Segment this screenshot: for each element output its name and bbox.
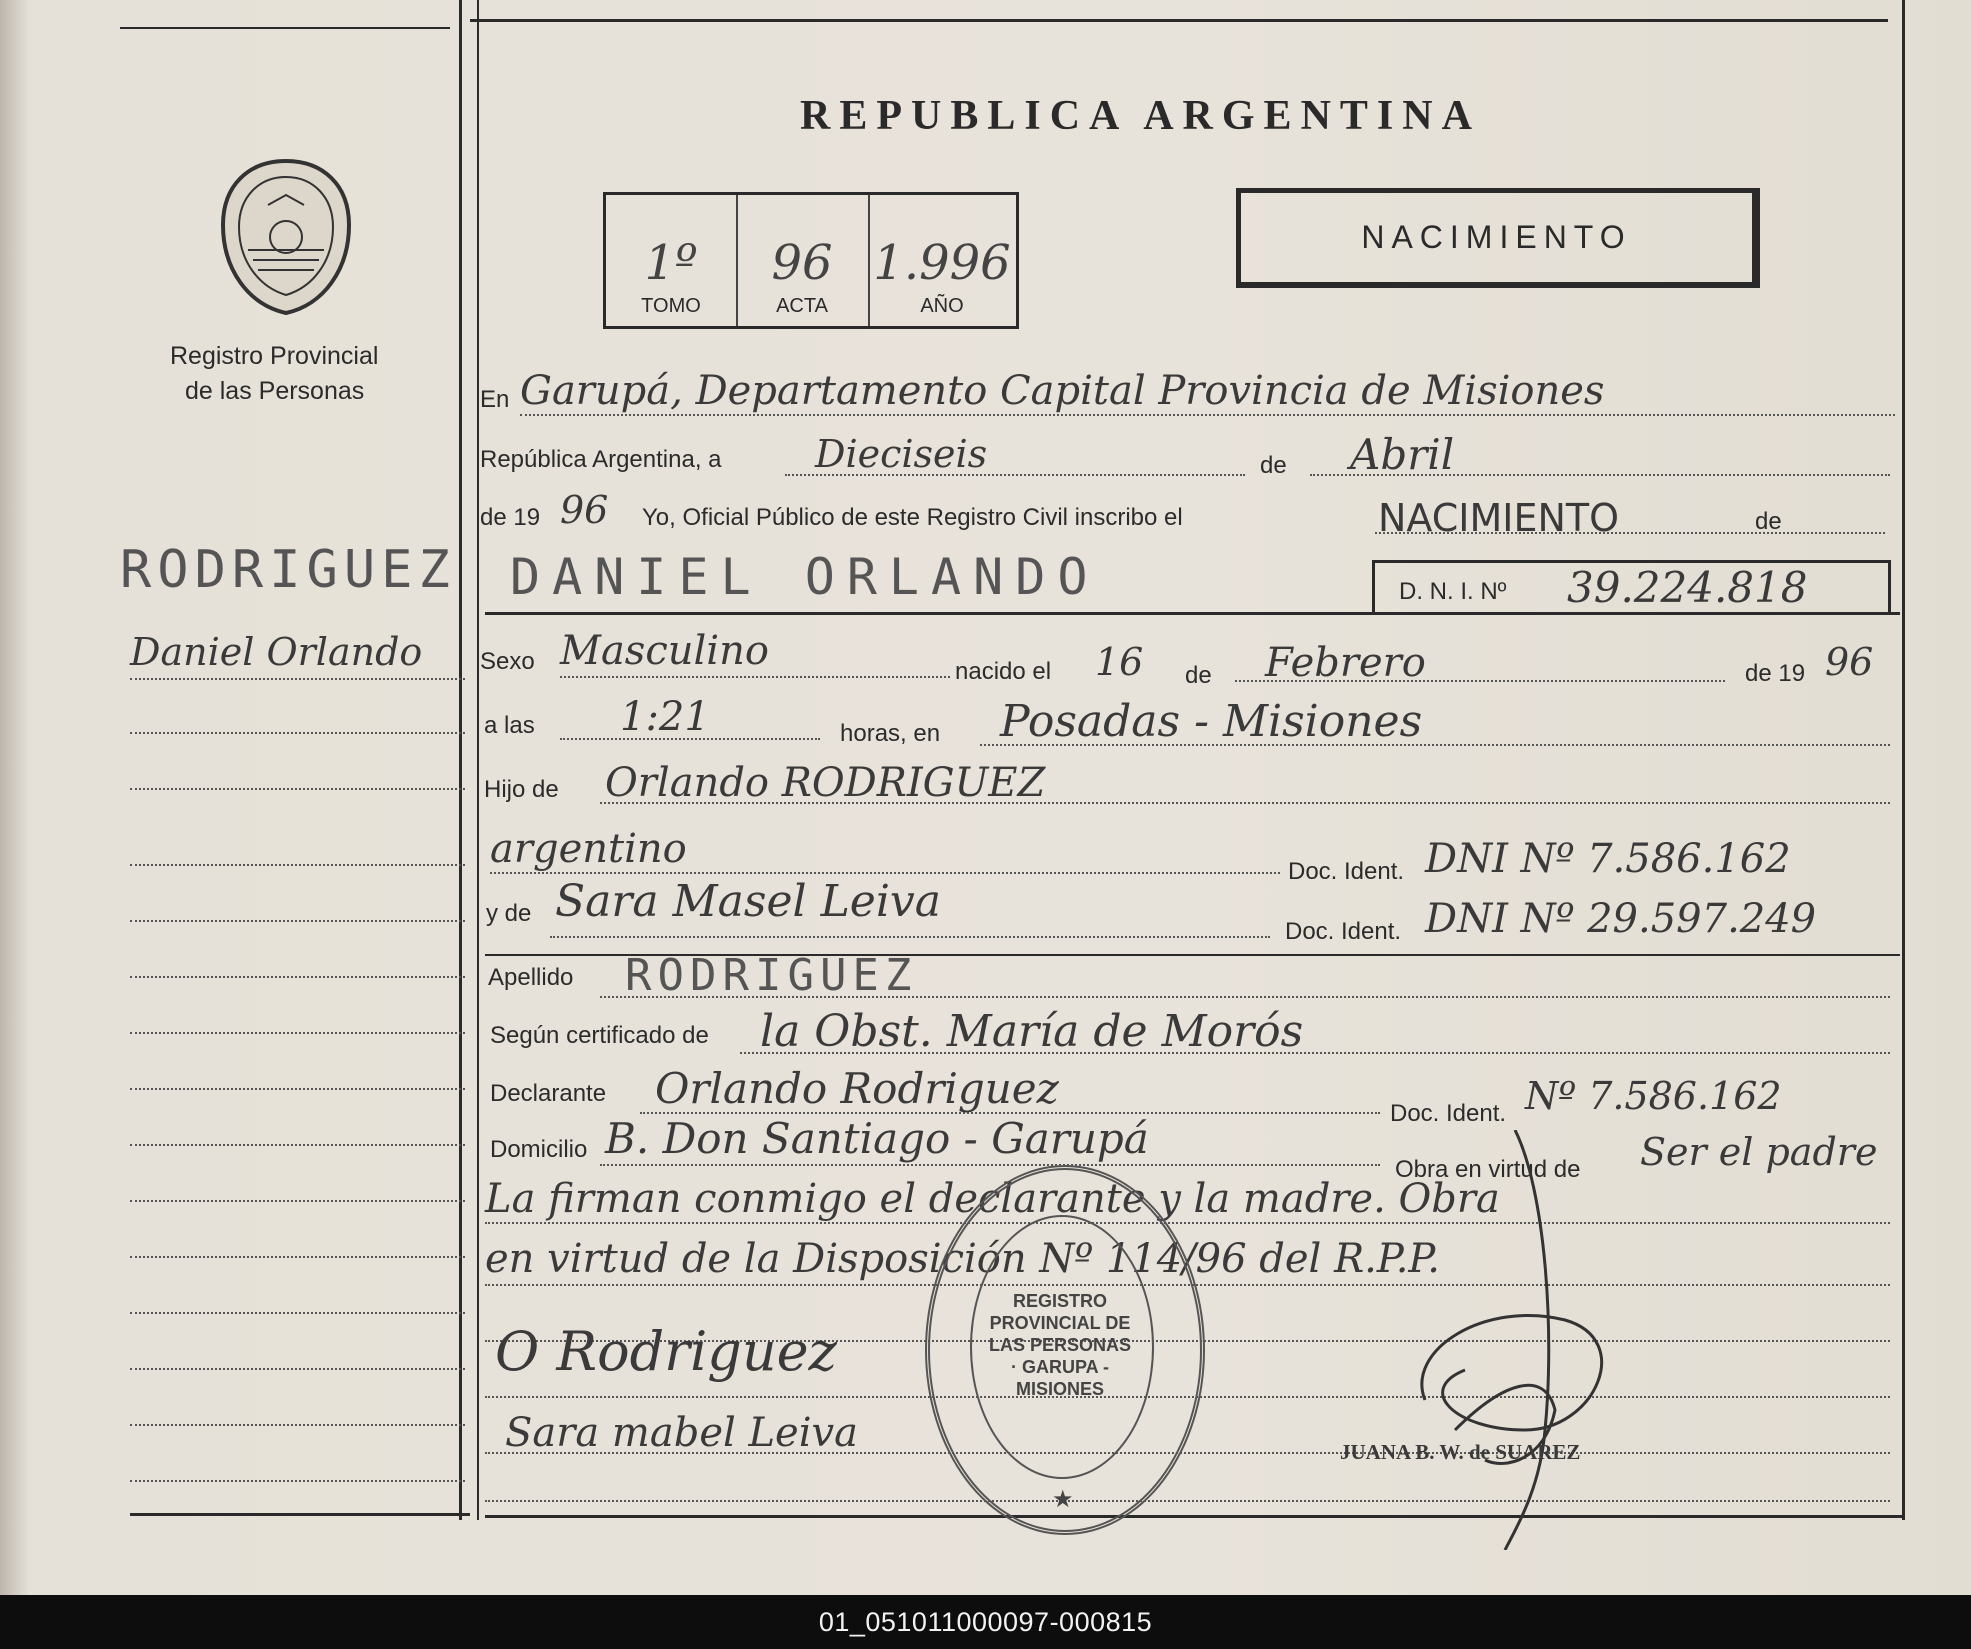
declarante-value: Orlando Rodriguez xyxy=(655,1064,1059,1113)
day-words: Dieciseis xyxy=(815,432,988,476)
de-label: de xyxy=(1260,452,1287,479)
margin-line xyxy=(130,788,465,790)
bottom-rule-left xyxy=(130,1513,470,1516)
doc-ident-label3: Doc. Ident. xyxy=(1390,1100,1507,1127)
month-value: Abril xyxy=(1350,430,1455,479)
image-id-label: 01_051011000097-000815 xyxy=(818,1607,1153,1637)
certificado-line xyxy=(740,1052,1890,1054)
official-stamp xyxy=(925,1165,1205,1535)
child-name: DANIEL ORLANDO xyxy=(510,548,1100,606)
signature-mother: Sara mabel Leiva xyxy=(505,1410,858,1456)
doc-ident-label2: Doc. Ident. xyxy=(1285,918,1402,945)
column-divider xyxy=(459,0,462,1520)
declarante-doc: Nº 7.586.162 xyxy=(1525,1074,1782,1118)
domicilio-label: Domicilio xyxy=(490,1136,588,1163)
obra-label: Obra en virtud de xyxy=(1395,1156,1581,1183)
registry-name-line1: Registro Provincial xyxy=(170,342,379,370)
apellido-value: RODRIGUEZ xyxy=(625,950,918,1001)
page-title: REPUBLICA ARGENTINA xyxy=(800,93,1481,139)
certificado-value: la Obst. María de Morós xyxy=(760,1006,1304,1057)
yo-text: Yo, Oficial Público de este Registro Civil inscribo el xyxy=(642,504,1183,531)
birth-place: Posadas - Misiones xyxy=(1000,696,1423,747)
margin-line xyxy=(130,1032,465,1034)
time-line xyxy=(560,738,820,740)
mother-doc: DNI Nº 29.597.249 xyxy=(1425,896,1817,942)
record-type-label: NACIMIENTO xyxy=(1361,219,1632,255)
domicilio-line xyxy=(600,1164,1380,1166)
province-emblem-icon xyxy=(213,155,359,319)
anio-value: 1.996 xyxy=(873,235,1011,291)
alas-label: a las xyxy=(484,712,535,739)
year-suffix: 96 xyxy=(560,488,609,532)
margin-line xyxy=(130,1312,465,1314)
top-rule-left xyxy=(120,27,450,29)
margin-line xyxy=(130,1368,465,1370)
en-label: En xyxy=(480,386,510,413)
doc-ident-label: Doc. Ident. xyxy=(1288,858,1405,885)
star-icon: ★ xyxy=(1052,1486,1074,1513)
margin-given-names: Daniel Orlando xyxy=(130,630,423,674)
margin-line xyxy=(130,1424,465,1426)
de19-label: de 19 xyxy=(480,504,541,531)
segun-label: Según certificado de xyxy=(490,1022,709,1049)
declarante-label: Declarante xyxy=(490,1080,607,1107)
nacido-label: nacido el xyxy=(955,658,1052,685)
dni-label: D. N. I. Nº xyxy=(1399,578,1507,605)
acta-value: 96 xyxy=(771,235,833,291)
column-divider-inner xyxy=(477,0,479,1520)
stamp-text: REGISTRO PROVINCIAL DE LAS PERSONAS · GARUPA - MISIONES xyxy=(988,1291,1132,1399)
dni-box xyxy=(1372,560,1891,615)
apellido-label: Apellido xyxy=(488,964,574,991)
act-line xyxy=(1375,532,1885,534)
margin-surname: RODRIGUEZ xyxy=(120,540,456,600)
birth-time: 1:21 xyxy=(620,694,710,740)
apellido-line xyxy=(600,996,1890,998)
birth-month-line xyxy=(1235,680,1725,682)
tomo-value: 1º xyxy=(644,235,698,291)
record-number-box xyxy=(603,192,1019,329)
birth-place-line xyxy=(980,744,1890,746)
father-line xyxy=(600,802,1890,804)
note-line1: La firman conmigo el declarante y la madre. Obra xyxy=(485,1176,1500,1222)
de19-label2: de 19 xyxy=(1745,660,1806,687)
tomo-cell xyxy=(606,195,738,326)
note-line2: en virtud de la Disposición Nº 114/96 del R.P.P. xyxy=(485,1236,1440,1282)
father-doc: DNI Nº 7.586.162 xyxy=(1425,836,1791,882)
anio-cell xyxy=(868,195,1016,326)
tomo-label: TOMO xyxy=(641,295,701,317)
margin-line xyxy=(130,1088,465,1090)
image-id-bar xyxy=(0,1595,1971,1649)
right-edge-rule xyxy=(1902,0,1905,1520)
margin-line xyxy=(130,920,465,922)
registry-name-line2: de las Personas xyxy=(185,377,365,405)
mother-line xyxy=(550,936,1270,938)
birth-day: 16 xyxy=(1095,640,1144,684)
officer-name: JUANA B. W. de SUAREZ xyxy=(1340,1440,1581,1464)
bottom-rule-right xyxy=(485,1515,1905,1518)
sexo-label: Sexo xyxy=(480,648,535,675)
margin-line xyxy=(130,1256,465,1258)
officer-signature-icon xyxy=(1395,1130,1625,1550)
domicilio-value: B. Don Santiago - Garupá xyxy=(605,1114,1149,1163)
margin-line xyxy=(130,732,465,734)
anio-label: AÑO xyxy=(920,295,964,317)
yde-label: y de xyxy=(486,900,532,927)
hijo-label: Hijo de xyxy=(484,776,559,803)
top-rule-right xyxy=(470,19,1888,22)
father-nationality: argentino xyxy=(490,826,687,872)
signature-father: O Rodriguez xyxy=(495,1320,838,1383)
de-label3: de xyxy=(1185,662,1212,689)
birth-month: Febrero xyxy=(1265,640,1426,686)
sexo-line xyxy=(560,676,950,678)
margin-line xyxy=(130,1480,465,1482)
horas-label: horas, en xyxy=(840,720,941,747)
day-line xyxy=(785,474,1245,476)
nationality-line xyxy=(490,872,1280,874)
blank-line xyxy=(485,1500,1890,1502)
margin-line xyxy=(130,864,465,866)
place-value: Garupá, Departamento Capital Provincia de Misiones xyxy=(520,368,1605,414)
father-name: Orlando RODRIGUEZ xyxy=(605,760,1046,806)
margin-line xyxy=(130,976,465,978)
place-line xyxy=(520,414,1895,416)
record-type-box xyxy=(1236,188,1760,288)
acta-label: ACTA xyxy=(776,295,828,317)
acta-cell xyxy=(736,195,870,326)
month-line xyxy=(1310,474,1890,476)
de-label2: de xyxy=(1755,508,1782,535)
margin-line xyxy=(130,678,465,680)
act-type: NACIMIENTO xyxy=(1378,496,1620,540)
obra-value: Ser el padre xyxy=(1640,1130,1878,1174)
note-line1-rule xyxy=(485,1222,1890,1224)
mother-name: Sara Masel Leiva xyxy=(555,876,942,927)
republica-label: República Argentina, a xyxy=(480,446,722,473)
margin-line xyxy=(130,1200,465,1202)
birth-year-suffix: 96 xyxy=(1825,640,1874,684)
sexo-value: Masculino xyxy=(560,628,769,674)
margin-line xyxy=(130,1144,465,1146)
dni-value: 39.224.818 xyxy=(1567,563,1808,612)
